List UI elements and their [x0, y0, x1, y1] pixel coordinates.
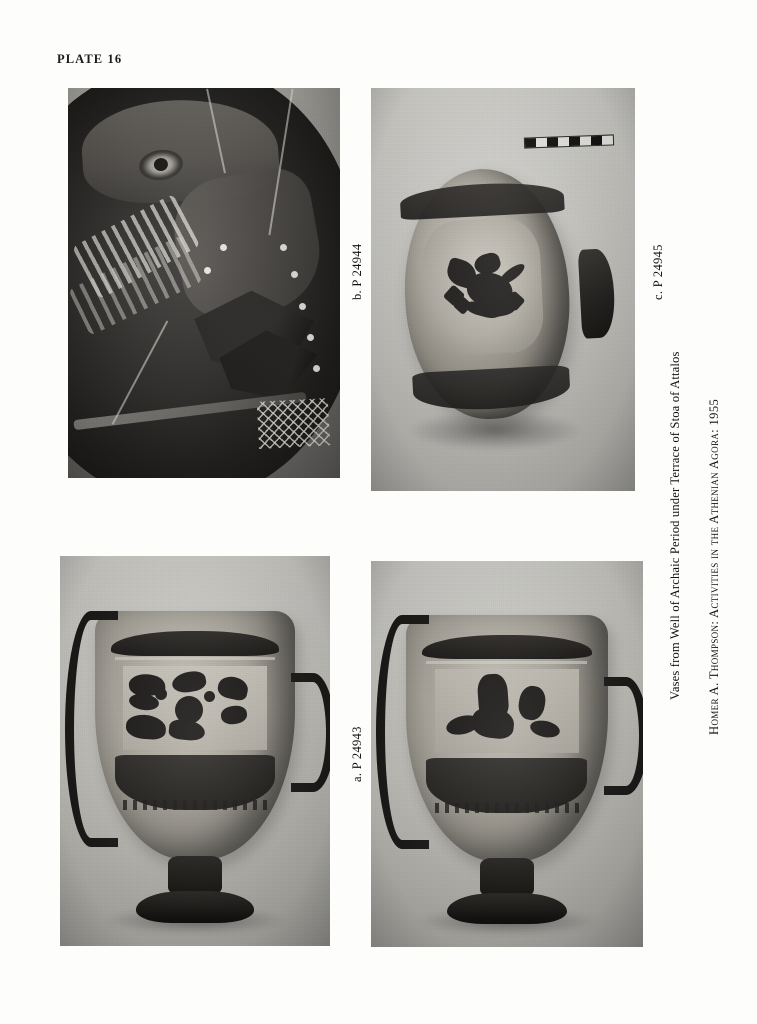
caption-figure-a: a. P 24943: [350, 726, 364, 782]
decorated-panel: [421, 216, 546, 357]
figure-frieze: [435, 669, 580, 753]
rosette-ornament: [155, 688, 167, 700]
painted-animal-tail: [497, 261, 528, 288]
caption-figure-b: b. P 24944: [350, 243, 364, 300]
figure-photo-a-left: [60, 556, 330, 946]
amphora-body: [399, 164, 576, 422]
krater-handle-right: [291, 673, 330, 792]
plate-label: PLATE 16: [57, 52, 123, 66]
figure-photo-b: [68, 88, 340, 478]
rosette-ornament: [152, 725, 163, 736]
painted-animal: [170, 669, 207, 695]
painted-animal: [216, 674, 250, 702]
krater-handle-left: [65, 611, 117, 847]
meander-band: [435, 803, 580, 813]
meander-band: [123, 800, 267, 810]
figure-photo-a-right: [371, 561, 643, 947]
painted-figure: [444, 713, 481, 739]
krater-handle-right: [604, 677, 643, 795]
krater-stem: [480, 858, 534, 897]
plate-attribution: Homer A. Thompson: Activities in the Athenian Agora: 1955: [707, 398, 721, 735]
krater-handle-left: [376, 615, 429, 849]
painted-figure: [516, 684, 548, 722]
painted-figure: [529, 718, 562, 740]
rosette-ornament: [204, 691, 215, 702]
caption-figure-c: c. P 24945: [651, 244, 665, 300]
rim-line: [426, 661, 587, 664]
rim-line: [115, 657, 275, 660]
cast-shadow: [415, 908, 600, 935]
plate-description: Vases from Well of Archaic Period under Terrace of Stoa of Attalos: [668, 351, 682, 700]
animal-frieze: [123, 666, 267, 751]
cast-shadow: [103, 907, 287, 934]
krater-rim: [422, 635, 591, 660]
painted-animal: [220, 704, 248, 725]
painted-animal: [168, 718, 206, 742]
krater-stem: [168, 856, 222, 895]
figure-photo-c: [371, 88, 635, 491]
cast-shadow: [408, 410, 582, 450]
krater-rim: [111, 631, 279, 656]
